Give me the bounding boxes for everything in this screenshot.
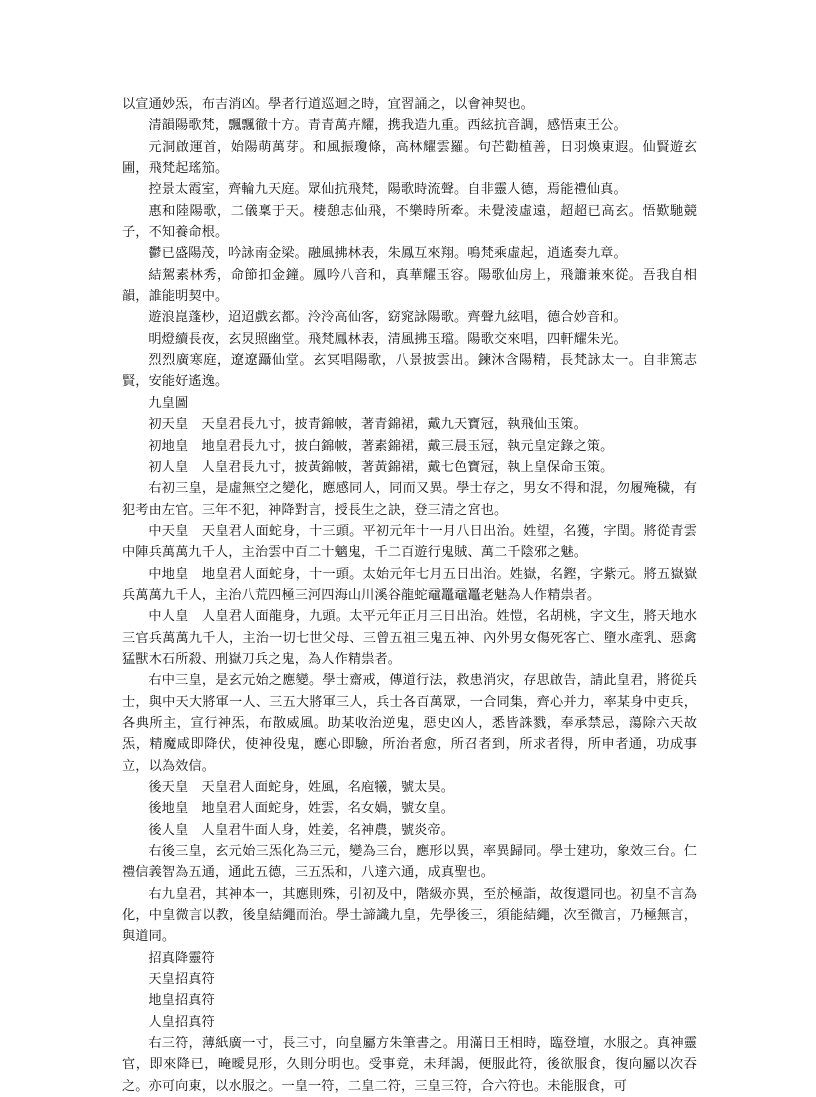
paragraph: 元洞啟運首，始陽萌萬芽。和風振瓊條，高林耀雲羅。句芒勸植善，日羽煥東遐。仙賢遊玄圃，飛梵起瑤笳。 — [122, 139, 697, 177]
paragraph: 明燈續長夜，玄炅照幽堂。飛梵鳳林表，清風拂玉璫。陽歌交來唱，四軒耀朱光。 — [148, 331, 627, 347]
paragraph: 天皇招真符 — [148, 972, 215, 988]
paragraph: 後人皇 人皇君牛面人身，姓姜，名神農，號炎帝。 — [148, 822, 455, 838]
paragraph: 結駕素林秀，命節扣金鐘。鳳吟八音和，真華耀玉容。陽歌仙房上，飛簫兼來從。吾我自相韻，誰能明契中。 — [122, 267, 697, 305]
paragraph: 中地皇 地皇君人面蛇身，十一頭。太始元年七月五日出治。姓嶽，名鏗，字紫元。將五嶽嶽兵萬萬九千人，主治八荒四極三河四海山川溪谷龍蛇黿鼉黿鼉老魅為人作精祟者。 — [122, 566, 697, 603]
document-page — [122, 94, 697, 1097]
paragraph: 右初三皇，是虛無空之變化，應感同人，同而又異。學士存之，男女不得和混，勿履殗穢，有犯考由左官。三年不犯，神降對言，授長生之訣，登三清之宮也。 — [122, 481, 697, 518]
paragraph: 初人皇 人皇君長九寸，披黃錦帔，著黃錦裙，戴七色寶冠，執上皇保命玉策。 — [148, 459, 614, 475]
paragraph: 後天皇 天皇君人面蛇身，姓風，名庖犧，號太昊。 — [148, 780, 455, 795]
paragraph: 右後三皇，玄元始三炁化為三元，變為三台，應形以異，率異歸同。學士建功，象效三台。仁禮信義智為五通，通此五德，三五炁和，八達六通，成真聖也。 — [122, 844, 697, 881]
paragraph: 中天皇 天皇君人面蛇身，十三頭。平初元年十一月八日出治。姓望，名獲，字閏。將從青雲中陣兵萬萬九千人，主治雲中百二十魑鬼，千二百遊行鬼賊、萬二千陰邪之魅。 — [122, 523, 697, 561]
paragraph: 右中三皇，是玄元始之應變。學士齋戒，傳道行法，救患消灾，存思啟告，請此皇君，將從兵士，與中天大將軍一人、三五大將軍三人，兵士各百萬眾，一合同集，齊心并力，率某身中吏兵，各典所主，宣行神炁，布散威風。助某收治逆鬼，惡史凶人，悉皆誅戮，奉承禁忌，蕩除六天故炁，精魔咸即降伏，使神役鬼，應心即驗，所治者愈，所召者到，所求者得，所申者通，功成事立，以為效信。 — [122, 673, 697, 774]
paragraph: 初地皇 地皇君長九寸，披白錦帔，著素錦裙，戴三晨玉冠，執元皇定錄之策。 — [148, 438, 614, 454]
paragraph: 右九皇君，其神本一，其應則殊，引初及中，階級亦異，至於極詣，故復還同也。初皇不言為化，中皇微言以教，後皇結繩而治。學士諦識九皇，先學後三，須能結繩，次至微言，乃極無言，與道同。 — [122, 886, 697, 945]
paragraph: 地皇招真符 — [148, 993, 215, 1009]
paragraph: 鬱已盛陽茂，吟詠南金梁。融風拂林表，朱鳳互來翔。鳴梵乘虛起，逍遙奏九章。 — [148, 246, 627, 262]
paragraph: 遊浪崑蓬杪，迢迢戲玄都。泠泠高仙客，窈窕詠陽歌。齊聲九絃唱，德合妙音和。 — [148, 310, 627, 326]
paragraph: 右三符，薄紙廣一寸，長三寸，向皇屬方朱筆書之。用滿日王相時，臨登壇，水服之。真神靈官，即來降已，晻曖見形，久則分明也。受事竟，未拜謁，便服此符，後欲服食，復向屬以次吞之。亦可向東，以水服之。一皇一符，二皇二符，三皇三符，合六符也。未能服食，可 — [122, 1036, 697, 1094]
paragraph: 清韻陽歌梵，飄飄徹十方。青青萬卉耀，携我造九重。西絃抗音調，感悟東王公。 — [148, 118, 627, 134]
paragraph: 惠和陸陽歌，二儀稟于天。棲憩志仙飛，不樂時所牽。未覺淩虛遠，超超已高玄。悟歎馳競子，不知養命根。 — [122, 203, 697, 241]
paragraph: 人皇招真符 — [148, 1014, 215, 1030]
paragraph: 以宣通妙炁，布吉消凶。學者行道巡迴之時，宜習誦之，以會神契也。 — [122, 97, 534, 112]
paragraph: 後地皇 地皇君人面蛇身，姓雲，名女媧，號女皇。 — [148, 801, 455, 817]
paragraph: 烈烈廣寒庭，遼遼躡仙堂。玄冥唱陽歌，八景披雲出。鍊沐含陽精，長梵詠太一。自非篤志賢，安能好遙逸。 — [122, 353, 697, 390]
paragraph: 初天皇 天皇君長九寸，披青錦帔，著青錦裙，戴九天寶冠，執飛仙玉策。 — [148, 417, 587, 433]
section-heading: 招真降靈符 — [148, 950, 215, 966]
paragraph: 中人皇 人皇君人面龍身，九頭。太平元年正月三日出治。姓愷，名胡桃，字文生，將天地水三官兵萬萬九千人，主治一切七世父母、三曾五祖三鬼五神、內外男女傷死客亡、墮水產乳、惡禽猛獸木石所殺、刑嶽刀兵之鬼，為人作精祟者。 — [122, 609, 697, 667]
paragraph: 控景太霞室，齊輪九天庭。眾仙抗飛梵，陽歌時流聲。自非靈人德，焉能禮仙真。 — [148, 182, 627, 198]
section-heading: 九皇圖 — [148, 395, 189, 411]
